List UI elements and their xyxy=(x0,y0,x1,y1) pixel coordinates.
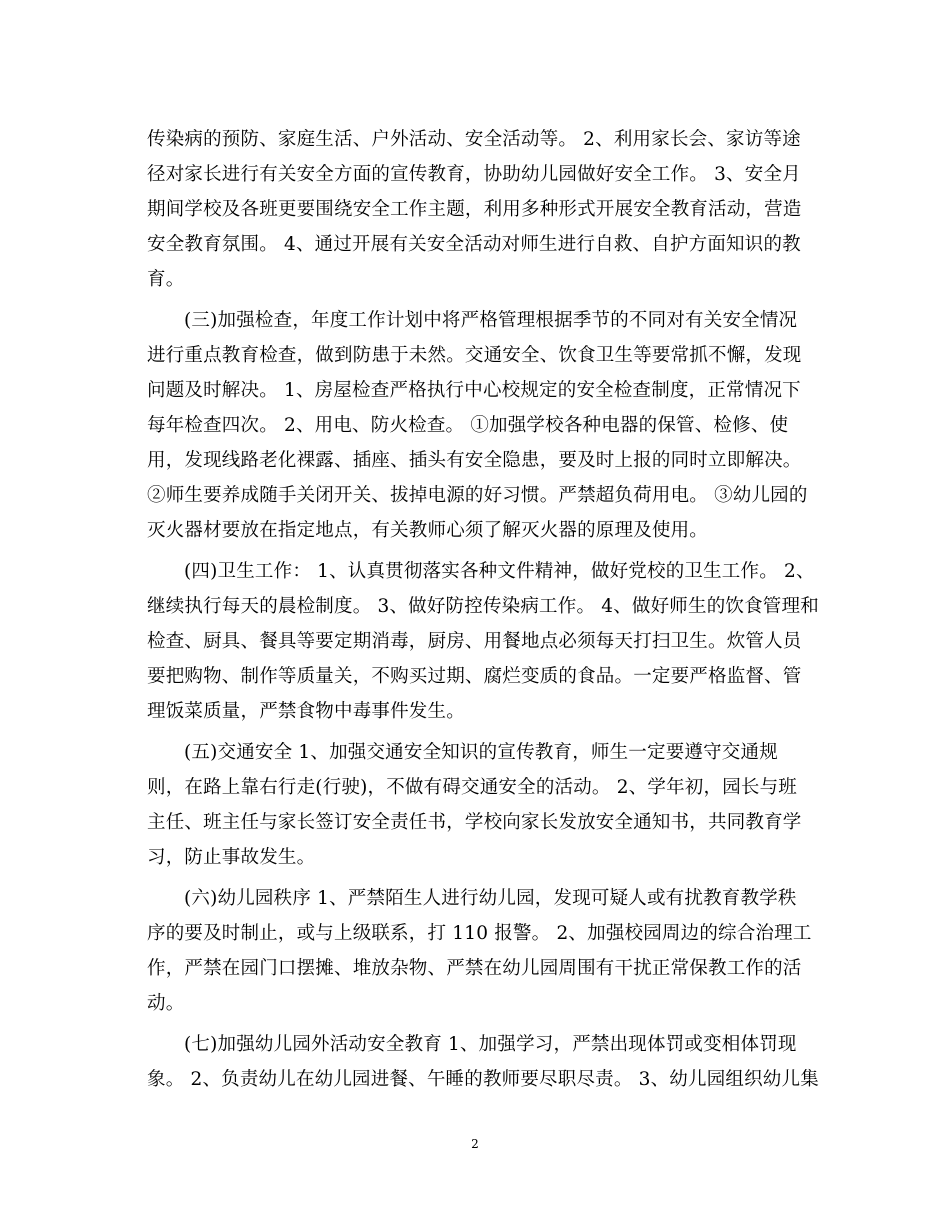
text-line: 要把购物、制作等质量关，不购买过期、腐烂变质的食品。一定要严格监督、管 xyxy=(147,666,802,687)
page-number: 2 xyxy=(471,1137,479,1151)
text-line: 继续执行每天的晨检制度。 3、做好防控传染病工作。 4、做好师生的饮食管理和 xyxy=(147,596,819,617)
text-line: 传染病的预防、家庭生活、户外活动、安全活动等。 2、利用家长会、家访等途 xyxy=(147,129,801,150)
text-line: 作，严禁在园门口摆摊、堆放杂物、严禁在幼儿园周围有干扰正常保教工作的活 xyxy=(147,958,802,979)
text-line: 主任、班主任与家长签订安全责任书，学校向家长发放安全通知书，共同教育学 xyxy=(147,812,802,833)
text-line: 育。 xyxy=(147,269,185,290)
text-line: 问题及时解决。 1、房屋检查严格执行中心校规定的安全检查制度，正常情况下 xyxy=(147,380,801,401)
paragraph-heading-line: (四)卫生工作： 1、认真贯彻落实各种文件精神，做好党校的卫生工作。 2、 xyxy=(184,561,815,582)
text-line: 期间学校及各班更要围绕安全工作主题，利用多种形式开展安全教育活动，营造 xyxy=(147,199,802,220)
text-line: 动。 xyxy=(147,993,185,1014)
text-line: 习，防止事故发生。 xyxy=(147,847,316,868)
paragraph-heading-line: (三)加强检查，年度工作计划中将严格管理根据季节的不同对有关安全情况 xyxy=(184,310,798,331)
text-line: 用，发现线路老化裸露、插座、插头有安全隐患，要及时上报的同时立即解决。 xyxy=(147,450,802,471)
text-line: ②师生要养成随手关闭开关、拔掉电源的好习惯。严禁超负荷用电。 ③幼儿园的 xyxy=(147,485,808,506)
paragraph-heading-line: (五)交通安全 1、加强交通安全知识的宣传教育，师生一定要遵守交通规 xyxy=(184,742,778,763)
text-line: 每年检查四次。 2、用电、防火检查。 ①加强学校各种电器的保管、检修、使 xyxy=(147,415,789,436)
text-line: 象。 2、负责幼儿在幼儿园进餐、午睡的教师要尽职尽责。 3、幼儿园组织幼儿集 xyxy=(147,1069,819,1090)
paragraph-heading-line: (七)加强幼儿园外活动安全教育 1、加强学习，严禁出现体罚或变相体罚现 xyxy=(184,1034,797,1055)
text-line: 灭火器材要放在指定地点，有关教师心须了解灭火器的原理及使用。 xyxy=(147,520,709,541)
paragraph-heading-line: (六)幼儿园秩序 1、严禁陌生人进行幼儿园，发现可疑人或有扰教育教学秩 xyxy=(184,888,797,909)
text-line: 则，在路上靠右行走(行驶)，不做有碍交通安全的活动。 2、学年初，园长与班 xyxy=(147,777,797,798)
text-line: 径对家长进行有关安全方面的宣传教育，协助幼儿园做好安全工作。 3、安全月 xyxy=(147,164,801,185)
text-line: 安全教育氛围。 4、通过开展有关安全活动对师生进行自救、自护方面知识的教 xyxy=(147,234,801,255)
text-line: 序的要及时制止，或与上级联系，打 110 报警。 2、加强校园周边的综合治理工 xyxy=(147,923,812,944)
text-line: 检查、厨具、餐具等要定期消毒，厨房、用餐地点必须每天打扫卫生。炊管人员 xyxy=(147,631,802,652)
text-line: 进行重点教育检查，做到防患于未然。交通安全、饮食卫生等要常抓不懈，发现 xyxy=(147,345,802,366)
text-line: 理饭菜质量，严禁食物中毒事件发生。 xyxy=(147,701,465,722)
